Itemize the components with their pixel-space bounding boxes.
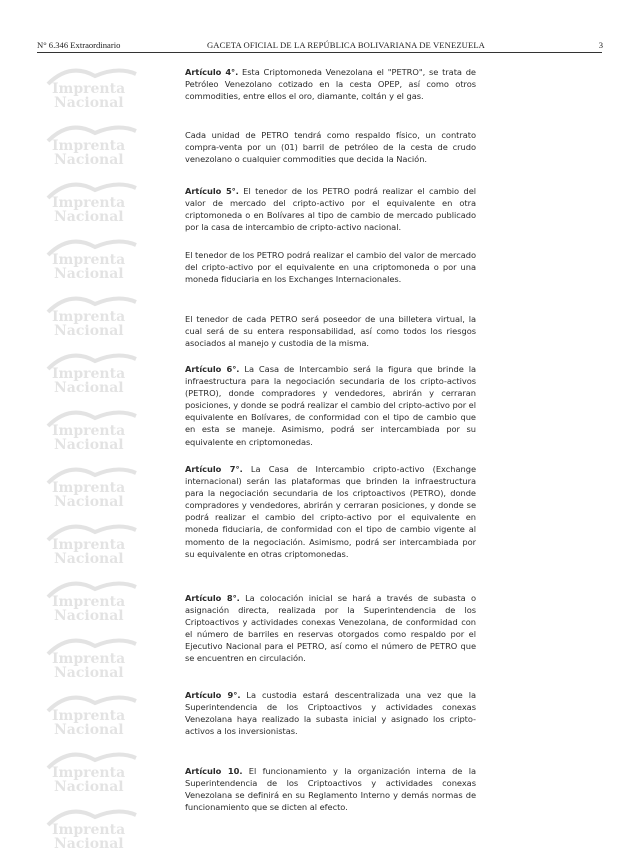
watermark-logo-icon bbox=[40, 573, 140, 623]
svg-text:Imprenta: Imprenta bbox=[52, 195, 126, 211]
svg-text:Imprenta: Imprenta bbox=[52, 309, 126, 325]
article-5-paragraph-2: El tenedor de los PETRO podrá realizar el cambio del valor de mercado del cripto-activo por el equivalente en una criptomoneda o por una moneda fiduciaria en los Exchanges Internacionales. bbox=[185, 250, 476, 285]
svg-text:Nacional: Nacional bbox=[54, 380, 124, 395]
watermark-logo-icon bbox=[40, 402, 140, 452]
svg-text:Imprenta: Imprenta bbox=[52, 423, 126, 439]
svg-text:Imprenta: Imprenta bbox=[52, 765, 126, 781]
svg-text:Imprenta: Imprenta bbox=[52, 822, 126, 838]
article-8: Artículo 8°. La colocación inicial se hará a través de subasta o asignación directa, realizada por la Superintendencia de los Criptoactivos y actividades conexas Venezolana, de conformidad con el número de barriles en reservas otorgados como respaldo por el Ejecutivo Nacional para el PETRO, así como el número de PETRO que se encuentren en circulación. bbox=[185, 593, 476, 664]
svg-text:Nacional: Nacional bbox=[54, 209, 124, 224]
gazette-title: GACETA OFICIAL DE LA REPÚBLICA BOLIVARIANA DE VENEZUELA bbox=[207, 40, 485, 50]
article-5: Artículo 5°. El tenedor de los PETRO podrá realizar el cambio del valor de mercado del cripto-activo por el equivalente en otra criptomoneda o en Bolívares al tipo de cambio de mercado publicado por la casa de intercambio de cripto-activo nacional. bbox=[185, 186, 477, 233]
svg-text:Nacional: Nacional bbox=[54, 722, 124, 737]
watermark-logo-icon bbox=[40, 60, 140, 110]
article-9: Artículo 9°. La custodia estará descentralizada una vez que la Superintendencia de los Criptoactivos y actividades conexas Venezolana haya realizado la subasta inicial y asignado los cripto-activos a los inversionistas. bbox=[185, 690, 477, 737]
svg-text:Nacional: Nacional bbox=[54, 437, 124, 452]
article-7: Artículo 7°. La Casa de Intercambio cripto-activo (Exchange internacional) serán las plataformas que brinden la infraestructura para la negociación secundaria de los criptoactivos (PETRO), donde compradores y vendedores, abrirán y cerraran posiciones, y donde se podrá realizar el cambio del cripto-activo por el equivalente en moneda fiduciaria, de conformidad con el tipo de cambio vigente al momento de la negociación. Asimismo, podrá ser intercambiada por su equivalente en otras criptomonedas. bbox=[185, 464, 477, 559]
watermark-logo-icon bbox=[40, 231, 140, 281]
watermark-logo-icon bbox=[40, 288, 140, 338]
watermark-logo-icon bbox=[40, 117, 140, 167]
svg-text:Nacional: Nacional bbox=[54, 266, 124, 281]
svg-text:Imprenta: Imprenta bbox=[52, 252, 126, 268]
watermark-logo-icon bbox=[40, 345, 140, 395]
svg-text:Imprenta: Imprenta bbox=[52, 81, 126, 97]
issue-number: N° 6.346 Extraordinario bbox=[37, 40, 121, 50]
svg-text:Imprenta: Imprenta bbox=[52, 708, 126, 724]
article-10: Artículo 10. El funcionamiento y la organización interna de la Superintendencia de los Criptoactivos y actividades conexas Venezolana se definirá en su Reglamento Interno y demás normas de funcionamiento que se dicten al efecto. bbox=[185, 766, 477, 813]
watermark-logo-icon bbox=[40, 459, 140, 509]
svg-text:Nacional: Nacional bbox=[54, 95, 124, 110]
svg-text:Imprenta: Imprenta bbox=[52, 138, 126, 154]
svg-text:Nacional: Nacional bbox=[54, 494, 124, 509]
svg-text:Imprenta: Imprenta bbox=[52, 537, 126, 553]
article-5-paragraph-3: El tenedor de cada PETRO será poseedor de una billetera virtual, la cual será de su entera responsabilidad, así como todos los riesgos asociados al manejo y custodia de la misma. bbox=[185, 314, 476, 349]
svg-text:Imprenta: Imprenta bbox=[52, 366, 126, 382]
watermark-logo-icon bbox=[40, 630, 140, 680]
watermark-logo-icon bbox=[40, 801, 140, 851]
svg-text:Nacional: Nacional bbox=[54, 323, 124, 338]
article-4-paragraph: Cada unidad de PETRO tendrá como respaldo físico, un contrato compra-venta por un (01) barril de petróleo de la cesta de crudo venezolano o cualquier commodities que decida la Nación. bbox=[185, 130, 476, 165]
watermark-logo-icon bbox=[40, 744, 140, 794]
svg-text:Nacional: Nacional bbox=[54, 551, 124, 566]
svg-text:Nacional: Nacional bbox=[54, 665, 124, 680]
watermark-column bbox=[40, 60, 140, 850]
svg-text:Nacional: Nacional bbox=[54, 608, 124, 623]
watermark-logo-icon bbox=[40, 687, 140, 737]
svg-text:Nacional: Nacional bbox=[54, 779, 124, 794]
svg-text:Imprenta: Imprenta bbox=[52, 594, 126, 610]
svg-text:Nacional: Nacional bbox=[54, 152, 124, 167]
svg-text:Nacional: Nacional bbox=[54, 836, 124, 851]
article-6: Artículo 6°. La Casa de Intercambio será la figura que brinde la infraestructura para la negociación secundaria de los cripto-activos (PETRO), donde compradores y vendedores, abrirán y cerraran posiciones, y donde se podrá realizar el cambio del cripto-activo por el equivalente en Bolívares, de conformidad con el tipo de cambio que en esta se maneje. Asimismo, podrá ser intercambiada por su equivalente en criptomonedas. bbox=[185, 364, 476, 447]
svg-text:Imprenta: Imprenta bbox=[52, 480, 126, 496]
page-header bbox=[37, 37, 603, 53]
watermark-logo-icon bbox=[40, 174, 140, 224]
page-number: 3 bbox=[598, 40, 603, 50]
header-rule bbox=[37, 52, 602, 53]
watermark-logo-icon bbox=[40, 516, 140, 566]
svg-text:Imprenta: Imprenta bbox=[52, 651, 126, 667]
article-4: Artículo 4°. Esta Criptomoneda Venezolana el "PETRO", se trata de Petróleo Venezolano cotizado en la cesta OPEP, así como otros commodities, entre ellos el oro, diamante, coltán y el gas. bbox=[185, 67, 476, 102]
